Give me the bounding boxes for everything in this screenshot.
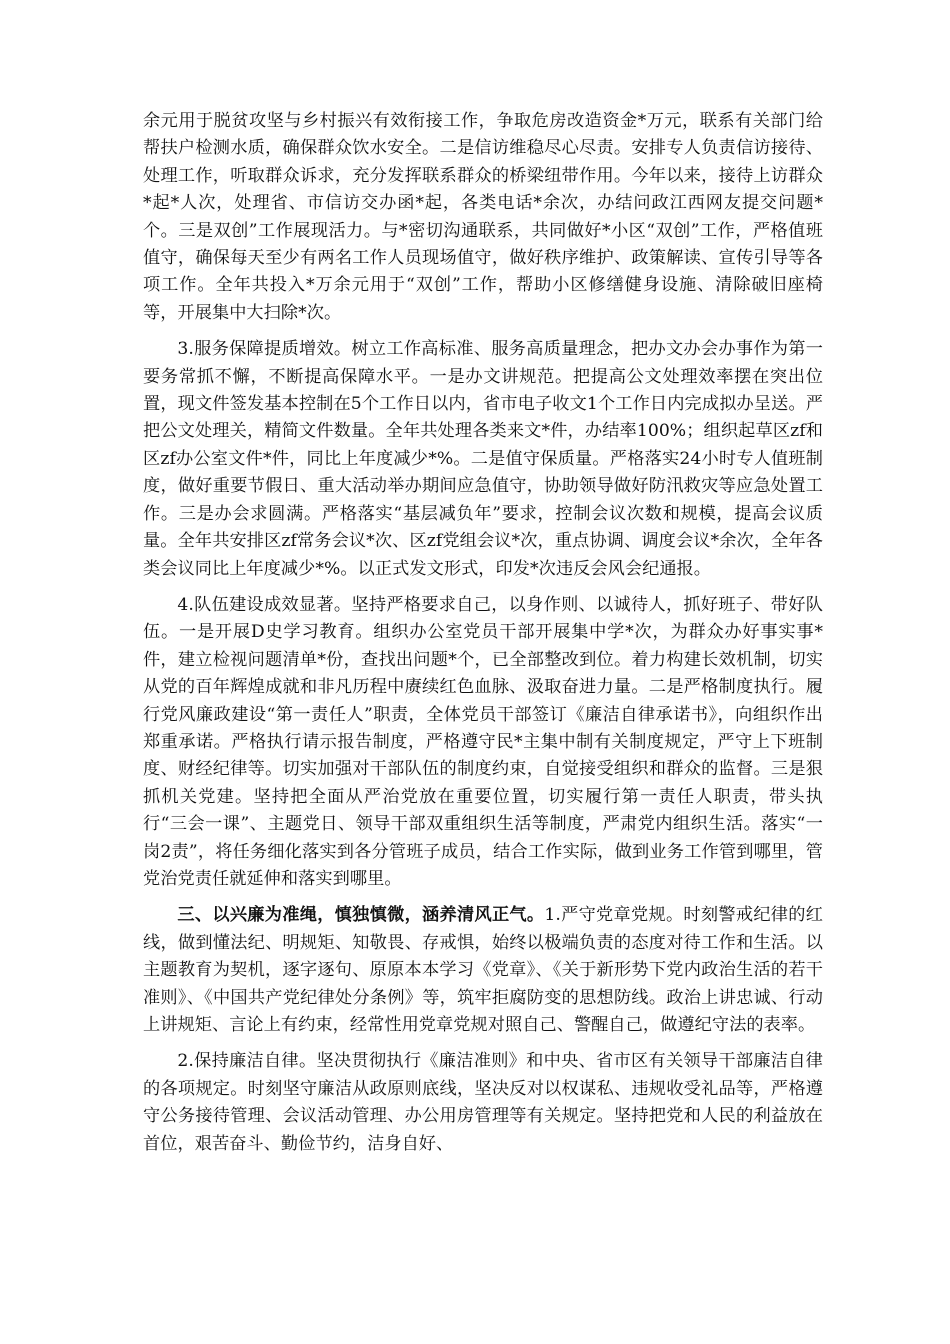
document-page <box>143 108 823 1167</box>
paragraph-poverty-petition <box>143 108 823 327</box>
paragraph-text: 2.保持廉洁自律。坚决贯彻执行《廉洁准则》和中央、省市区有关领导干部廉洁自律的各项规定。时刻坚守廉洁从政原则底线，坚决反对以权谋私、违规收受礼品等，严格遵守公务接待管理、会议活动管理、办公用房管理等有关规定。坚持把党和人民的利益放在首位，艰苦奋斗、勤俭节约，洁身自好、 <box>143 1051 823 1154</box>
section-heading: 三、以兴廉为准绳，慎独慎微，涵养清风正气。 <box>177 905 545 926</box>
paragraph-text: 4.队伍建设成效显著。坚持严格要求自己，以身作则、以诚待人，抓好班子、带好队伍。一是开展D史学习教育。组织办公室党员干部开展集中学*次，为群众办好事实事*件，建立检视问题清单*份，查找出问题*个，已全部整改到位。着力构建长效机制，切实从党的百年辉煌成就和非凡历程中赓续红色血脉、汲取奋进力量。二是严格制度执行。履行党风廉政建设“第一责任人”职责，全体党员干部签订《廉洁自律承诺书》，向组织作出郑重承诺。严格执行请示报告制度，严格遵守民*主集中制有关制度规定，严守上下班制度、财经纪律等。切实加强对干部队伍的制度约束，自觉接受组织和群众的监督。三是狠抓机关党建。坚持把全面从严治党放在重要位置，切实履行第一责任人职责，带头执行“三会一课”、主题党日、领导干部双重组织生活等制度，严肃党内组织生活。落实“一岗2责”，将任务细化落实到各分管班子成员，结合工作实际，做到业务工作管到哪里，管党治党责任就延伸和落实到哪里。 <box>143 594 823 889</box>
paragraph-section-three <box>143 902 823 1039</box>
paragraph-text: 1.严守党章党规。时刻警戒纪律的红线，做到懂法纪、明规矩、知敬畏、存戒惧，始终以极端负责的态度对待工作和生活。以主题教育为契机，逐字逐句、原原本本学习《党章》、《关于新形势下党内政治生活的若干准则》、《中国共产党纪律处分条例》等，筑牢拒腐防变的思想防线。政治上讲忠诚、行动上讲规矩、言论上有约束，经常性用党章党规对照自己、警醒自己，做遵纪守法的表率。 <box>143 905 823 1035</box>
paragraph-text: 余元用于脱贫攻坚与乡村振兴有效衔接工作，争取危房改造资金*万元，联系有关部门给帮扶户检测水质，确保群众饮水安全。二是信访维稳尽心尽责。安排专人负责信访接待、处理工作，听取群众诉求，充分发挥联系群众的桥梁纽带作用。今年以来，接待上访群众*起*人次，处理省、市信访交办函*起，各类电话*余次，办结问政江西网友提交问题*个。三是双创”工作展现活力。与*密切沟通联系，共同做好*小区“双创”工作，严格值班值守，确保每天至少有两名工作人员现场值守，做好秩序维护、政策解读、宣传引导等各项工作。全年共投入*万余元用于“双创”工作，帮助小区修缮健身设施、清除破旧座椅等，开展集中大扫除*次。 <box>143 111 823 323</box>
paragraph-integrity <box>143 1048 823 1158</box>
paragraph-text: 3.服务保障提质增效。树立工作高标准、服务高质量理念，把办文办会办事作为第一要务常抓不懈，不断提高保障水平。一是办文讲规范。把提高公文处理效率摆在突出位置，现文件签发基本控制在5个工作日以内，省市电子收文1个工作日内完成拟办呈送。严把公文处理关，精简文件数量。全年共处理各类来文*件，办结率100%；组织起草区zf和区zf办公室文件*件，同比上年度减少*%。二是值守保质量。严格落实24小时专人值班制度，做好重要节假日、重大活动举办期间应急值守，协助领导做好防汛救灾等应急处置工作。三是办会求圆满。严格落实“基层减负年”要求，控制会议次数和规模，提高会议质量。全年共安排区zf常务会议*次、区zf党组会议*次，重点协调、调度会议*余次，全年各类会议同比上年度减少*%。以正式发文形式，印发*次违反会风会纪通报。 <box>143 339 823 579</box>
paragraph-service-guarantee <box>143 336 823 583</box>
paragraph-team-building <box>143 592 823 893</box>
